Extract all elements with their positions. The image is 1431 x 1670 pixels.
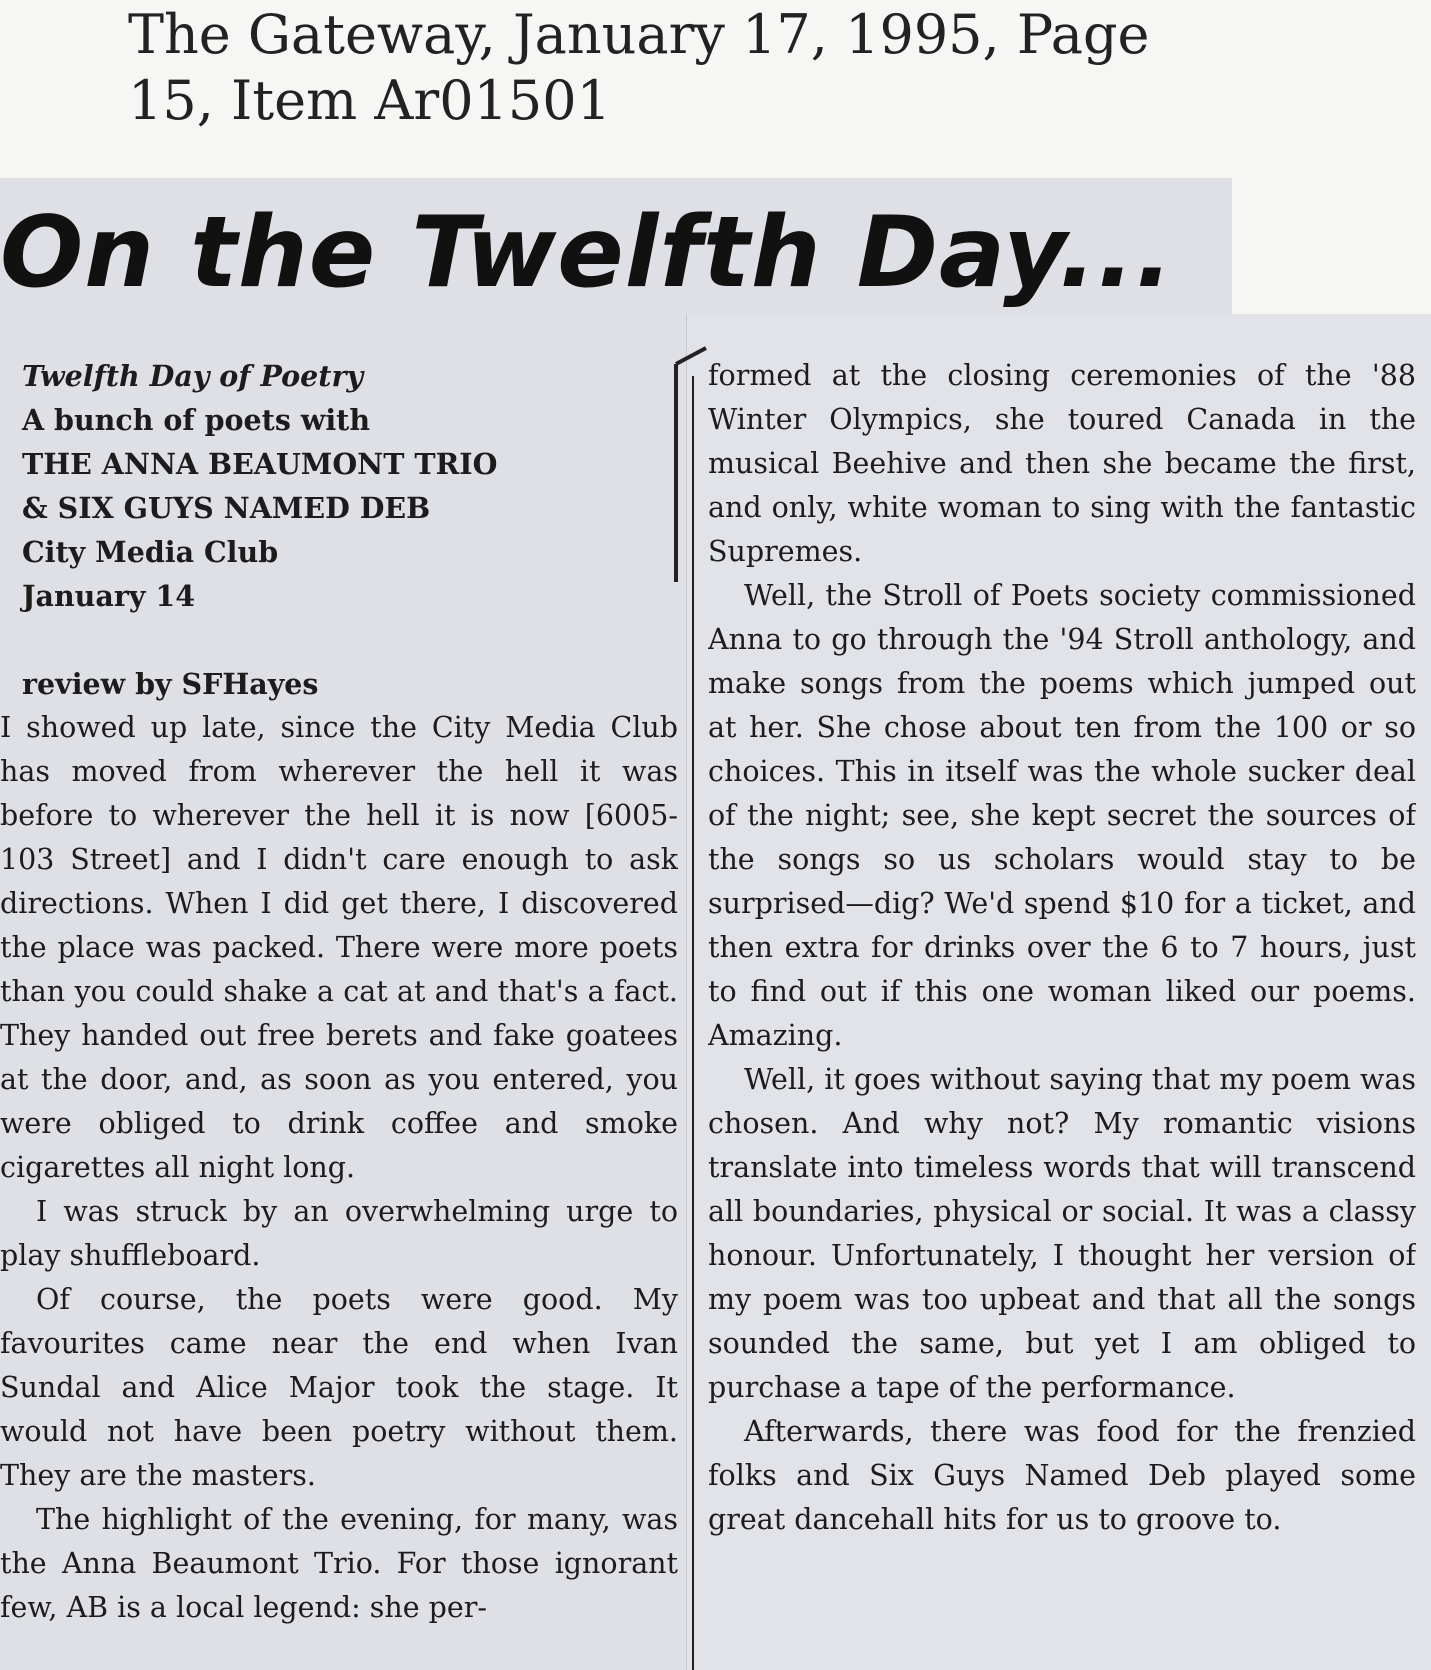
event-line-1: A bunch of poets with [22,403,371,437]
event-line-2: THE ANNA BEAUMONT TRIO [22,447,498,481]
byline: review by SFHayes [22,667,319,701]
event-credits [0,354,678,618]
paragraph: Well, it goes without saying that my poem was chosen. And why not? My romantic visions translate into timeless words that will transcend all boundaries, physical or social. It was a classy honour. Unfortunately, I thought her version of my poem was too upbeat and that all the songs sounded the same, but yet I am obliged to purchase a tape of the performance. [708,1063,1416,1404]
event-venue: City Media Club [22,535,279,569]
event-line-3: & SIX GUYS NAMED DEB [22,491,431,525]
left-column [0,354,678,1644]
paragraph: The highlight of the evening, for many, was the Anna Beaumont Trio. For those ignorant few, AB is a local legend: she per- [0,1503,678,1624]
right-column [708,354,1416,1644]
paragraph: formed at the closing ceremonies of the '88 Winter Olympics, she toured Canada in the musical Beehive and then she became the first, and only, white woman to sing with the fantastic Supremes. [708,359,1416,568]
article-headline: On the Twelfth Day... [0,196,1174,310]
paragraph: I was struck by an overwhelming urge to play shuffleboard. [0,1195,678,1272]
paragraph: Afterwards, there was food for the frenzied folks and Six Guys Named Deb played some great dancehall hits for us to groove to. [708,1415,1416,1536]
paragraph: I showed up late, since the City Media Club has moved from wherever the hell it was before to wherever the hell it is now [6005-103 Street] and I didn't care enough to ask directions. When I did get there, I discovered the place was packed. There were more poets than you could shake a cat at and that's a fact. They handed out free berets and fake goatees at the door, and, as soon as you entered, you were obliged to drink coffee and smoke cigarettes all night long. [0,711,678,1184]
column-rule [692,376,694,1670]
handwritten-mark [674,364,678,582]
event-title: Twelfth Day of Poetry [22,359,364,393]
event-date: January 14 [22,579,196,613]
paragraph: Of course, the poets were good. My favourites came near the end when Ivan Sundal and Alice Major took the stage. It would not have been poetry without them. They are the masters. [0,1283,678,1492]
archive-caption: The Gateway, January 17, 1995, Page 15, Item Ar01501 [128,3,1150,132]
paragraph: Well, the Stroll of Poets society commissioned Anna to go through the '94 Stroll anthology, and make songs from the poems which jumped out at her. She chose about ten from the 100 or so choices. This in itself was the whole sucker deal of the night; see, she kept secret the sources of the songs so us scholars would stay to be surprised—dig? We'd spend $10 for a ticket, and then extra for drinks over the 6 to 7 hours, just to find out if this one woman liked our poems. Amazing. [708,579,1416,1052]
